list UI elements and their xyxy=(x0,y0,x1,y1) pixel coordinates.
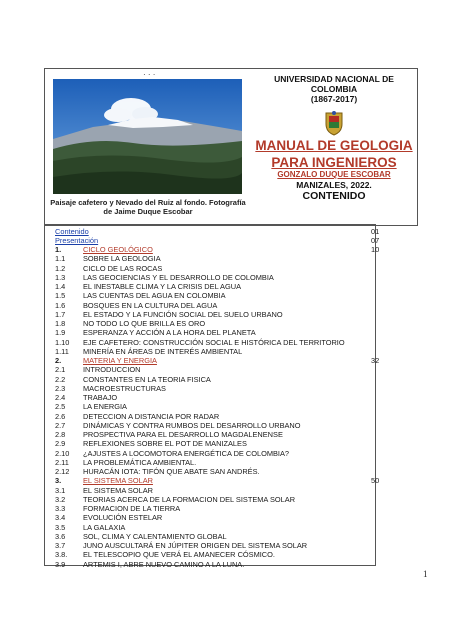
toc-title: SOL, CLIMA Y CALENTAMIENTO GLOBAL xyxy=(83,531,227,541)
photo-caption: Paisaje cafetero y Nevado del Ruiz al fondo. Fotografía de Jaime Duque Escobar xyxy=(50,198,246,216)
toc-page: 10 xyxy=(371,245,380,254)
toc-number: 2. xyxy=(55,356,62,365)
toc-title: FORMACION DE LA TIERRA xyxy=(83,504,181,513)
toc-title: NO TODO LO QUE BRILLA ES ORO xyxy=(83,319,206,328)
university-seal-icon xyxy=(323,110,345,136)
toc-number: 2.12 xyxy=(55,467,70,476)
toc-title: MINERÍA EN ÁREAS DE INTERÉS AMBIENTAL xyxy=(83,346,243,356)
toc-number: 1.5 xyxy=(55,291,66,301)
toc-section-row[interactable] xyxy=(45,365,375,374)
toc-section-row[interactable] xyxy=(45,550,375,559)
toc-number: 2.6 xyxy=(55,411,66,421)
toc-title: TRABAJO xyxy=(83,393,118,402)
toc-title: EL ESTADO Y LA FUNCIÓN SOCIAL DEL SUELO URBANO xyxy=(83,309,283,319)
toc-number: 1.6 xyxy=(55,300,66,310)
place-date: MANIZALES, 2022. xyxy=(296,180,372,190)
toc-number: 1. xyxy=(55,245,62,254)
toc-number: 3.8. xyxy=(55,550,68,560)
toc-number: 1.4 xyxy=(55,282,66,291)
toc-title: PROSPECTIVA PARA EL DESARROLLO MAGDALENENSE xyxy=(83,430,283,439)
toc-section-row[interactable] xyxy=(45,375,375,384)
toc-section-row[interactable] xyxy=(45,291,375,300)
toc-title: ARTEMIS I, ABRE NUEVO CAMINO A LA LUNA. xyxy=(83,559,245,569)
toc-title[interactable]: CICLO GEOLÓGICO xyxy=(83,245,153,254)
toc-section-row[interactable] xyxy=(45,467,375,476)
toc-section-row[interactable] xyxy=(45,430,375,439)
toc-number: 2.4 xyxy=(55,393,66,402)
toc-chapter-row[interactable] xyxy=(45,245,380,254)
university-name-line1: UNIVERSIDAD NACIONAL DE xyxy=(274,74,394,84)
toc-number: 2.1 xyxy=(55,365,66,375)
toc-number: 1.8 xyxy=(55,319,66,328)
toc-title: CONSTANTES EN LA TEORIA FISICA xyxy=(83,374,211,384)
toc-title: EL SISTEMA SOLAR xyxy=(83,485,153,495)
toc-title: LA GALAXIA xyxy=(83,522,126,532)
toc-number: 2.11 xyxy=(55,457,69,467)
toc-section-row[interactable] xyxy=(45,319,375,328)
toc-number: 3.9 xyxy=(55,559,66,569)
toc-section-row[interactable] xyxy=(45,384,375,393)
toc-number: 3.3 xyxy=(55,504,66,513)
toc-number: 1.1 xyxy=(55,254,66,264)
title-block xyxy=(252,74,416,203)
toc-title: HURACÁN IOTA: TIFÓN QUE ABATE SAN ANDRÉS. xyxy=(83,467,260,476)
toc-section-row[interactable] xyxy=(45,310,375,319)
toc-section-row[interactable] xyxy=(45,282,375,291)
toc-section-row[interactable] xyxy=(45,439,375,448)
cover-photo xyxy=(53,79,242,194)
toc-title: LA ENERGIA xyxy=(83,402,127,412)
toc-number: 1.9 xyxy=(55,328,66,338)
toc-section-row[interactable] xyxy=(45,560,375,569)
manual-title-line1: MANUAL DE GEOLOGIA xyxy=(255,138,413,153)
toc-title: INTRODUCCION xyxy=(83,365,141,375)
toc-section-row[interactable] xyxy=(45,523,375,532)
toc-title: CICLO DE LAS ROCAS xyxy=(83,263,163,273)
toc-intro-page: 07 xyxy=(371,236,380,245)
university-years: (1867-2017) xyxy=(310,94,358,104)
toc-number: 3.6 xyxy=(55,531,66,541)
toc-section-row[interactable] xyxy=(45,486,375,495)
toc-title: ESPERANZA Y ACCIÓN A LA HORA DEL PLANETA xyxy=(83,328,256,338)
toc-section-row[interactable] xyxy=(45,273,375,282)
toc-number: 2.7 xyxy=(55,420,66,430)
toc-intro-page: 01 xyxy=(371,227,380,236)
toc-title: REFLEXIONES SOBRE EL POT DE MANIZALES xyxy=(83,439,247,449)
table-of-contents xyxy=(44,224,380,569)
toc-title: LAS CUENTAS DEL AGUA EN COLOMBIA xyxy=(83,291,226,301)
toc-section-row[interactable] xyxy=(45,541,375,550)
toc-title: EJE CAFETERO: CONSTRUCCIÓN SOCIAL E HISTÓRICA DEL TERRITORIO xyxy=(83,337,345,347)
toc-title: EL INESTABLE CLIMA Y LA CRISIS DEL AGUA xyxy=(83,282,242,291)
toc-number: 2.9 xyxy=(55,439,66,449)
toc-number: 3.7 xyxy=(55,541,66,550)
toc-number: 1.7 xyxy=(55,309,66,319)
page-number: 1 xyxy=(423,569,428,579)
toc-number: 2.3 xyxy=(55,383,66,393)
toc-title: DINÁMICAS Y CONTRA RUMBOS DEL DESARROLLO URBANO xyxy=(83,420,301,430)
toc-title: ¿AJUSTES A LOCOMOTORA ENERGÉTICA DE COLOMBIA? xyxy=(83,448,290,458)
toc-section-row[interactable] xyxy=(45,328,375,337)
toc-section-row[interactable] xyxy=(45,504,375,513)
toc-number: 1.10 xyxy=(55,337,70,347)
toc-chapter-row[interactable] xyxy=(45,356,380,365)
toc-section-row[interactable] xyxy=(45,338,375,347)
toc-section-row[interactable] xyxy=(45,449,375,458)
toc-section-row[interactable] xyxy=(45,458,375,467)
toc-intro-title[interactable]: Presentación xyxy=(55,236,99,245)
toc-title: BOSQUES EN LA CULTURA DEL AGUA xyxy=(83,300,218,310)
toc-number: 2.5 xyxy=(55,402,66,412)
toc-number: 3. xyxy=(55,476,62,486)
header-dots: · · · xyxy=(143,70,156,79)
toc-title[interactable]: MATERIA Y ENERGIA xyxy=(83,356,157,365)
toc-section-row[interactable] xyxy=(45,495,375,504)
toc-intro-row[interactable] xyxy=(45,236,380,245)
toc-title: DETECCION A DISTANCIA POR RADAR xyxy=(83,411,220,421)
toc-title: LA PROBLEMÁTICA AMBIENTAL. xyxy=(83,457,197,467)
toc-section-row[interactable] xyxy=(45,532,375,541)
toc-number: 3.2 xyxy=(55,494,66,504)
toc-intro-row[interactable] xyxy=(45,227,380,236)
toc-chapter-row[interactable] xyxy=(45,476,380,486)
toc-section-row[interactable] xyxy=(45,347,375,356)
toc-title: SOBRE LA GEOLOGIA xyxy=(83,254,161,264)
toc-number: 2.2 xyxy=(55,374,66,384)
toc-title: LAS GEOCIENCIAS Y EL DESARROLLO DE COLOMBIA xyxy=(83,272,274,282)
toc-section-row[interactable] xyxy=(45,393,375,402)
toc-page: 50 xyxy=(371,476,380,486)
toc-number: 3.1 xyxy=(55,485,66,495)
toc-section-row[interactable] xyxy=(45,421,375,430)
university-name-line2: COLOMBIA xyxy=(310,84,358,94)
toc-section-row[interactable] xyxy=(45,412,375,421)
toc-page: 32 xyxy=(371,356,380,365)
contents-heading: CONTENIDO xyxy=(302,190,366,202)
toc-number: 1.11 xyxy=(55,346,69,356)
toc-number: 3.4 xyxy=(55,513,66,523)
toc-section-row[interactable] xyxy=(45,301,375,310)
toc-title: TEORIAS ACERCA DE LA FORMACION DEL SISTEMA SOLAR xyxy=(83,494,296,504)
toc-intro-title[interactable]: Contenido xyxy=(55,227,89,236)
manual-title-line2: PARA INGENIEROS xyxy=(271,155,397,170)
author-name: GONZALO DUQUE ESCOBAR xyxy=(277,170,391,179)
toc-number: 1.3 xyxy=(55,272,66,282)
toc-title: JUNO AUSCULTARÁ EN JÚPITER ORIGEN DEL SISTEMA SOLAR xyxy=(83,541,308,550)
toc-number: 3.5 xyxy=(55,522,66,532)
toc-section-row[interactable] xyxy=(45,402,375,411)
toc-number: 2.8 xyxy=(55,430,66,439)
toc-number: 2.10 xyxy=(55,448,70,458)
toc-title: MACROESTRUCTURAS xyxy=(83,383,166,393)
toc-section-row[interactable] xyxy=(45,254,375,263)
toc-section-row[interactable] xyxy=(45,264,375,273)
toc-section-row[interactable] xyxy=(45,513,375,522)
toc-title[interactable]: EL SISTEMA SOLAR xyxy=(83,476,153,486)
toc-title: EL TELESCOPIO QUE VERÁ EL AMANECER CÓSMICO. xyxy=(83,550,275,560)
toc-title: EVOLUCIÓN ESTELAR xyxy=(83,513,163,523)
toc-number: 1.2 xyxy=(55,263,66,273)
